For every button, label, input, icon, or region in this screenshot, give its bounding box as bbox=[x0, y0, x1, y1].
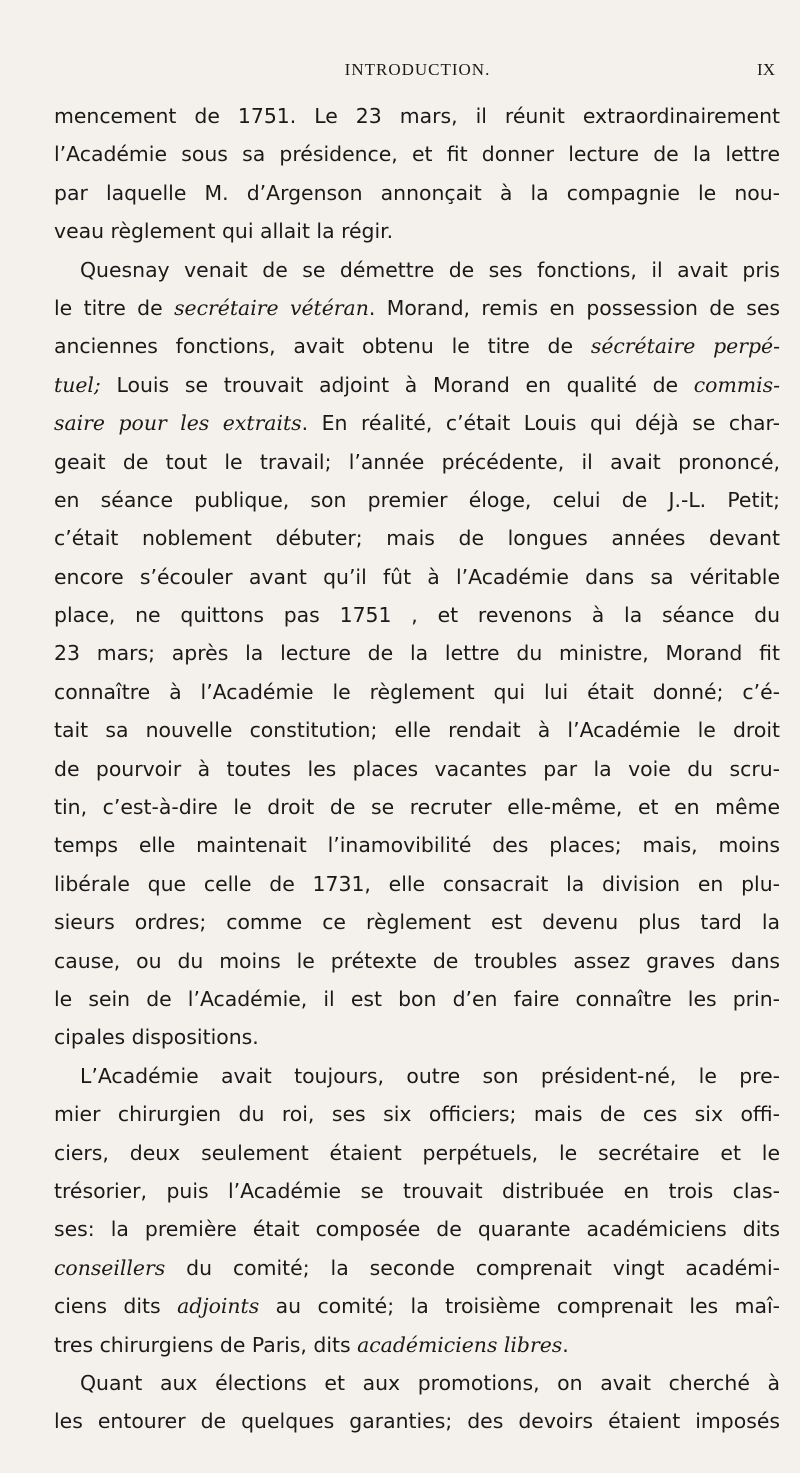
text-segment: mier chirurgien du roi, ses six officiers; mais de ces six offi- bbox=[54, 1102, 780, 1127]
text-line bbox=[54, 1287, 780, 1325]
text-segment: geait de tout le travail; l’année précédente, il avait prononcé, bbox=[54, 449, 780, 474]
text-segment: mencement de 1751. Le 23 mars, il réunit extraordinairement bbox=[54, 104, 780, 128]
text-line bbox=[54, 1210, 780, 1248]
text-line bbox=[54, 97, 780, 135]
text-segment: ses: la première était composée de quarante académiciens dits bbox=[54, 1217, 780, 1242]
italic-text: secrétaire vétéran bbox=[174, 295, 369, 320]
text-line bbox=[54, 1402, 780, 1440]
text-segment: . En réalité, c’était Louis qui déjà se char- bbox=[301, 411, 780, 436]
italic-text: sécrétaire perpé- bbox=[590, 334, 781, 359]
text-segment: tin, c’est-à-dire le droit de se recruter elle-même, et en même bbox=[54, 795, 780, 820]
text-segment: en séance publique, son premier éloge, celui de J.-L. Petit; bbox=[54, 487, 780, 512]
text-segment: les entourer de quelques garanties; des devoirs étaient imposés bbox=[54, 1409, 780, 1434]
text-line bbox=[54, 826, 780, 864]
text-segment: ciers, deux seulement étaient perpétuels, le secrétaire et le bbox=[54, 1140, 780, 1165]
italic-text: académiciens libres bbox=[357, 1332, 563, 1357]
page-header bbox=[60, 60, 775, 84]
text-line bbox=[54, 481, 780, 519]
text-line bbox=[54, 443, 780, 481]
text-line bbox=[54, 942, 780, 980]
text-segment: le titre de bbox=[54, 295, 175, 320]
text-segment: ciens dits bbox=[54, 1294, 178, 1319]
text-line bbox=[54, 1095, 780, 1133]
text-segment: Quesnay venait de se démettre de ses fonctions, il avait pris bbox=[80, 257, 780, 282]
text-line bbox=[54, 980, 780, 1018]
text-line bbox=[54, 289, 780, 327]
text-line bbox=[54, 1364, 780, 1402]
italic-text: commis- bbox=[693, 372, 780, 397]
text-line bbox=[54, 251, 780, 289]
page-number: IX bbox=[757, 60, 775, 79]
italic-text: adjoints bbox=[177, 1294, 260, 1319]
text-line bbox=[54, 404, 780, 442]
text-segment: du comité; la seconde comprenait vingt académi- bbox=[165, 1255, 780, 1280]
text-segment: temps elle maintenait l’inamovibilité des places; mais, moins bbox=[54, 833, 780, 858]
text-segment: place, ne quittons pas 1751 , et revenons à la séance du bbox=[54, 603, 780, 628]
text-line bbox=[54, 1172, 780, 1210]
text-line bbox=[54, 1326, 780, 1364]
text-segment: . bbox=[562, 1332, 569, 1357]
text-segment: encore s’écouler avant qu’il fût à l’Académie dans sa véritable bbox=[54, 564, 780, 589]
text-line bbox=[54, 212, 780, 250]
text-line bbox=[54, 903, 780, 941]
text-line bbox=[54, 1249, 780, 1287]
text-segment: connaître à l’Académie le règlement qui lui était donné; c’é- bbox=[54, 679, 780, 704]
text-line bbox=[54, 1018, 780, 1056]
text-line bbox=[54, 135, 780, 173]
text-segment: trésorier, puis l’Académie se trouvait distribuée en trois clas- bbox=[54, 1178, 780, 1203]
text-segment: L’Académie avait toujours, outre son président-né, le pre- bbox=[80, 1063, 780, 1088]
text-segment: l’Académie sous sa présidence, et fit donner lecture de la lettre bbox=[54, 142, 780, 167]
text-segment: . Morand, remis en possession de ses bbox=[368, 295, 780, 320]
text-line bbox=[54, 596, 780, 634]
text-line bbox=[54, 788, 780, 826]
text-line bbox=[54, 673, 780, 711]
text-segment: Louis se trouvait adjoint à Morand en qualité de bbox=[100, 372, 694, 397]
text-line bbox=[54, 711, 780, 749]
text-line bbox=[54, 366, 780, 404]
italic-text: conseillers bbox=[54, 1255, 166, 1280]
text-segment: c’était noblement débuter; mais de longues années devant bbox=[54, 526, 780, 551]
text-segment: libérale que celle de 1731, elle consacrait la division en plu- bbox=[54, 871, 780, 896]
text-segment: anciennes fonctions, avait obtenu le titre de bbox=[54, 334, 591, 359]
text-segment: cipales dispositions. bbox=[54, 1025, 259, 1050]
text-segment: au comité; la troisième comprenait les maî- bbox=[259, 1294, 780, 1319]
text-line bbox=[54, 519, 780, 557]
body-text bbox=[54, 97, 780, 1441]
text-segment: 23 mars; après la lecture de la lettre du ministre, Morand fit bbox=[54, 641, 780, 666]
text-segment: tait sa nouvelle constitution; elle rendait à l’Académie le droit bbox=[54, 718, 780, 743]
text-line bbox=[54, 174, 780, 212]
running-title: INTRODUCTION. bbox=[344, 60, 491, 79]
text-line bbox=[54, 750, 780, 788]
text-segment: Quant aux élections et aux promotions, on avait cherché à bbox=[80, 1370, 780, 1395]
text-line bbox=[54, 327, 780, 365]
text-line bbox=[54, 558, 780, 596]
italic-text: saire pour les extraits bbox=[54, 411, 302, 436]
text-segment: veau règlement qui allait la régir. bbox=[54, 219, 394, 244]
text-segment: de pourvoir à toutes les places vacantes par la voie du scru- bbox=[54, 756, 780, 781]
text-line bbox=[54, 1134, 780, 1172]
text-segment: le sein de l’Académie, il est bon d’en faire connaître les prin- bbox=[54, 986, 780, 1011]
text-segment: par laquelle M. d’Argenson annonçait à la compagnie le nou- bbox=[54, 180, 780, 205]
text-line bbox=[54, 1057, 780, 1095]
text-segment: tres chirurgiens de Paris, dits bbox=[54, 1332, 358, 1357]
italic-text: tuel; bbox=[54, 372, 101, 397]
text-line bbox=[54, 865, 780, 903]
text-segment: sieurs ordres; comme ce règlement est devenu plus tard la bbox=[54, 910, 780, 935]
text-segment: cause, ou du moins le prétexte de troubles assez graves dans bbox=[54, 948, 780, 973]
text-line bbox=[54, 634, 780, 672]
